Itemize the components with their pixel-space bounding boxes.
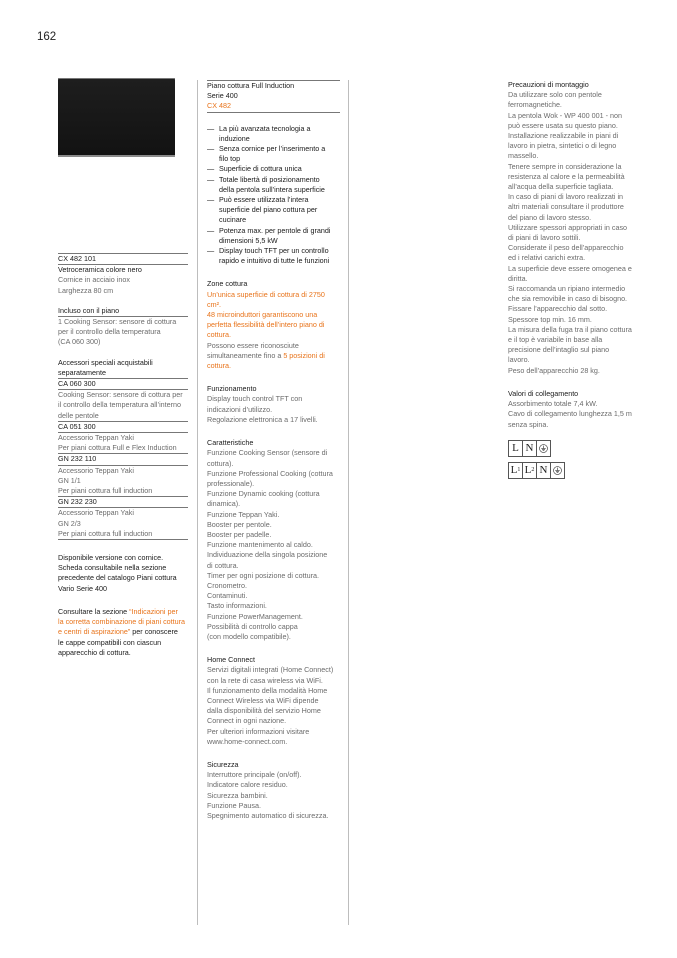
model-sub: Larghezza 80 cm xyxy=(58,285,114,295)
section-line: Interruttore principale (on/off). xyxy=(207,770,302,780)
neutral-symbol: N xyxy=(523,441,537,456)
section-line: che sia removibile in caso di bisogno. xyxy=(508,294,628,304)
section-line: Contaminuti. xyxy=(207,591,248,601)
feature-list xyxy=(207,124,340,267)
zone-line: Un’unica superficie di cottura di 2750 cm². xyxy=(207,289,325,309)
accessory-line: Accessorio Teppan Yaki xyxy=(58,433,134,443)
section-line: Cavo di collegamento lunghezza 1,5 m xyxy=(508,409,632,419)
section-line: con la rete di casa wireless via WiFi. xyxy=(207,675,323,685)
section-line: Booster per padelle. xyxy=(207,529,272,539)
note-text: per conoscere xyxy=(130,627,178,637)
section-title: Precauzioni di montaggio xyxy=(508,80,589,89)
section-line: Spegnimento automatico di sicurezza. xyxy=(207,811,329,820)
section-line: e il top è variabile in base alla xyxy=(508,335,603,345)
note-highlight: “Indicazioni per xyxy=(129,606,178,616)
section-line: Funzione Teppan Yaki. xyxy=(207,509,280,519)
section-line: massello. xyxy=(508,151,539,161)
zone-highlight: 5 posizioni di xyxy=(283,350,325,360)
section-line: La pentola Wok - WP 400 001 - non xyxy=(508,110,623,120)
accessory-line: Per piani cottura Full e Flex Induction xyxy=(58,443,188,454)
model-code: CX 482 101 xyxy=(58,254,188,265)
section-line: ferromagnetiche. xyxy=(508,100,562,110)
section-line: senza spina. xyxy=(508,419,549,429)
section-line: Tenere sempre in considerazione la xyxy=(508,161,622,171)
section-title: Valori di collegamento xyxy=(508,388,579,398)
section-line: di cottura. xyxy=(207,560,239,570)
feature-item: — Senza cornice per l’inserimento a filo top xyxy=(207,144,340,164)
note-text: Consultare la sezione xyxy=(58,606,130,616)
note-line: Vario Serie 400 xyxy=(58,583,108,593)
section-line: Tasto informazioni. xyxy=(207,601,267,611)
section-line: Individuazione della singola posizione xyxy=(207,550,328,560)
phase-1-symbol: L 1 xyxy=(509,463,523,478)
section-line: del piano di lavoro stesso. xyxy=(508,212,592,222)
section-line: dalla disponibilità del servizio Home xyxy=(207,706,321,716)
section-title: Caratteristiche xyxy=(207,438,254,448)
product-title: Piano cottura Full Induction xyxy=(207,81,295,90)
section-line: può essere usata su questo piano. xyxy=(508,120,618,130)
section-line: professionale). xyxy=(207,478,255,488)
section-line: Funzione Professional Cooking (cottura xyxy=(207,468,333,478)
section-line: La misura della fuga tra il piano cottura xyxy=(508,324,632,334)
accessory-line: GN 1/1 xyxy=(58,475,81,485)
ground-icon xyxy=(551,463,564,478)
section-line: Utilizzare spessori appropriati in caso xyxy=(508,222,628,232)
accessory-code: CA 051 300 xyxy=(58,422,188,433)
section-line: indicazioni d’utilizzo. xyxy=(207,404,273,414)
column-divider-2 xyxy=(348,80,349,925)
section-title: Funzionamento xyxy=(207,384,257,394)
accessory-line: Accessorio Teppan Yaki xyxy=(58,465,134,475)
section-line: altri materiali consultare il produttore xyxy=(508,202,624,212)
accessory-line: GN 2/3 xyxy=(58,518,81,528)
zone-line: perfetta flessibilità dell’intero piano di xyxy=(207,320,325,330)
section-line: Funzione mantenimento al caldo. xyxy=(207,540,313,550)
consultare-note xyxy=(58,607,188,658)
section-line: www.home-connect.com. xyxy=(207,736,288,746)
section-line: Funzione PowerManagement. xyxy=(207,611,303,621)
caratteristiche-section xyxy=(207,438,340,642)
column-middle xyxy=(207,80,340,821)
sicurezza-section xyxy=(207,760,340,821)
zone-line: simultaneamente fino a xyxy=(207,350,284,360)
feature-item: — Totale libertà di posizionamento della pentola sull’intera superficie xyxy=(207,175,340,195)
section-line: ed i relativi carichi extra. xyxy=(508,253,586,263)
home-connect-section xyxy=(207,655,340,747)
section-line: Display touch control TFT con xyxy=(207,394,303,404)
section-line: Booster per pentole. xyxy=(207,519,272,529)
section-line: Da utilizzare solo con pentole xyxy=(508,90,602,100)
product-code: CX 482 xyxy=(207,101,340,112)
section-line: all’acqua della superficie tagliata. xyxy=(508,182,614,192)
note-highlight: e centri di aspirazione” xyxy=(58,627,131,637)
accessory-code: CA 060 300 xyxy=(58,379,188,390)
precauzioni-section xyxy=(508,80,633,376)
section-line: Regolazione elettronica a 17 livelli. xyxy=(207,414,318,424)
section-line: Assorbimento totale 7,4 kW. xyxy=(508,399,598,409)
incluso-line: per il controllo della temperatura xyxy=(58,327,161,337)
page-number: 162 xyxy=(37,31,57,43)
model-line: Vetroceramica colore nero xyxy=(58,265,142,275)
zone-highlight: cottura. xyxy=(207,361,231,371)
section-line: Per ulteriori informazioni visitare xyxy=(207,726,310,736)
accessory-line: Accessorio Teppan Yaki xyxy=(58,508,134,518)
note-line: Scheda consultabile nella sezione xyxy=(58,563,167,573)
section-line: di piani di lavoro sottili. xyxy=(508,233,581,243)
funzionamento-section xyxy=(207,384,340,425)
section-line: Spessore top min. 16 mm. xyxy=(508,314,592,324)
note-highlight: la corretta combinazione di piani cottura xyxy=(58,617,186,627)
accessory-code: GN 232 110 xyxy=(58,454,188,465)
accessory-code: GN 232 230 xyxy=(58,497,188,508)
section-line: Peso dell’apparecchio 28 kg. xyxy=(508,365,600,375)
accessori-title: separatamente xyxy=(58,368,188,379)
section-line: La superficie deve essere omogenea e xyxy=(508,263,632,273)
section-title: Zone cottura xyxy=(207,279,248,289)
connection-symbol-two-phase xyxy=(508,462,565,479)
section-line: Servizi digitali integrati (Home Connect) xyxy=(207,665,334,675)
section-line: Funzione Dynamic cooking (cottura xyxy=(207,489,320,499)
feature-item: — Potenza max. per pentole di grandi dimensioni 5,5 kW xyxy=(207,226,340,246)
feature-item: — Superficie di cottura unica xyxy=(207,164,340,174)
note-text: le cappe compatibili con ciascun xyxy=(58,637,162,647)
zone-section xyxy=(207,279,340,371)
section-line: In caso di piani di lavoro realizzati in xyxy=(508,192,624,202)
zone-line: cottura. xyxy=(207,330,231,340)
incluso-line: 1 Cooking Sensor: sensore di cottura xyxy=(58,317,177,327)
accessory-line: Per piani cottura full induction xyxy=(58,529,188,540)
section-line: Cronometro. xyxy=(207,580,247,590)
ground-icon xyxy=(537,441,550,456)
note-line: precedente del catalogo Piani cottura xyxy=(58,573,177,583)
column-divider-1 xyxy=(197,80,198,925)
note-text: apparecchio di cottura. xyxy=(58,647,131,657)
accessory-line: Per piani cottura full induction xyxy=(58,486,188,497)
section-line: dinamica). xyxy=(207,499,241,509)
section-line: Possibilità di controllo cappa xyxy=(207,621,298,631)
section-line: Il funzionamento della modalità Home xyxy=(207,685,328,695)
section-line: Connect in ogni nazione. xyxy=(207,716,287,726)
model-sub: Cornice in acciaio inox xyxy=(58,275,130,285)
feature-item: — Display touch TFT per un controllo rapido e intuitivo di tutte le funzioni xyxy=(207,246,340,266)
cooktop-image xyxy=(58,78,175,157)
section-line: cottura). xyxy=(207,458,234,468)
zone-line: Possono essere riconosciute xyxy=(207,340,299,350)
section-line: Funzione Pausa. xyxy=(207,800,261,810)
section-line: Connect Wireless via WiFi dipende xyxy=(207,695,319,705)
section-title: Sicurezza xyxy=(207,759,239,769)
product-header xyxy=(207,80,340,113)
accessory-line: delle pentole xyxy=(58,411,188,422)
section-line: diritta. xyxy=(508,273,528,283)
disponibile-note xyxy=(58,553,188,594)
phase-2-symbol: L 2 xyxy=(523,463,537,478)
section-line: Si raccomanda un ripiano intermedio xyxy=(508,284,626,294)
section-line: Funzione Cooking Sensor (sensore di xyxy=(207,448,328,458)
incluso-title: Incluso con il piano xyxy=(58,306,188,317)
accessori-block xyxy=(58,358,188,540)
phase-symbol: L xyxy=(509,441,523,456)
section-title: Home Connect xyxy=(207,655,255,665)
zone-line: 48 microinduttori garantiscono una xyxy=(207,310,318,320)
note-line: Disponibile versione con cornice. xyxy=(58,553,164,563)
accessori-title: Accessori speciali acquistabili xyxy=(58,357,153,367)
section-line: Indicatore calore residuo. xyxy=(207,780,288,790)
column-left xyxy=(58,78,188,658)
feature-item: — La più avanzata tecnologia a induzione xyxy=(207,124,340,144)
section-line: lavoro in pietra, sintetici o di legno xyxy=(508,141,617,151)
incluso-block xyxy=(58,306,188,348)
valori-section xyxy=(508,389,633,430)
incluso-line: (CA 060 300) xyxy=(58,337,101,347)
section-line: Fissare l’apparecchio dal sotto. xyxy=(508,304,608,314)
accessory-line: il controllo della temperatura all’interno xyxy=(58,400,182,410)
section-line: lavoro. xyxy=(508,355,530,365)
section-line: Timer per ogni posizione di cottura. xyxy=(207,570,319,580)
section-line: resistenza al calore e la permeabilità xyxy=(508,171,625,181)
connection-symbol-single-phase xyxy=(508,440,551,457)
accessory-line: Cooking Sensor: sensore di cottura per xyxy=(58,390,183,400)
section-line: Considerate il peso dell’apparecchio xyxy=(508,243,624,253)
feature-item: — Può essere utilizzata l’intera superficie del piano cottura per cucinare xyxy=(207,195,340,226)
section-line: precisione dell’intaglio sul piano xyxy=(508,345,610,355)
product-series: Serie 400 xyxy=(207,91,238,101)
column-right xyxy=(508,80,633,479)
model-block xyxy=(58,253,188,296)
section-line: (con modello compatibile). xyxy=(207,631,291,641)
neutral-symbol: N xyxy=(537,463,551,478)
section-line: Installazione realizzabile in piani di xyxy=(508,131,619,141)
section-line: Sicurezza bambini. xyxy=(207,790,268,800)
